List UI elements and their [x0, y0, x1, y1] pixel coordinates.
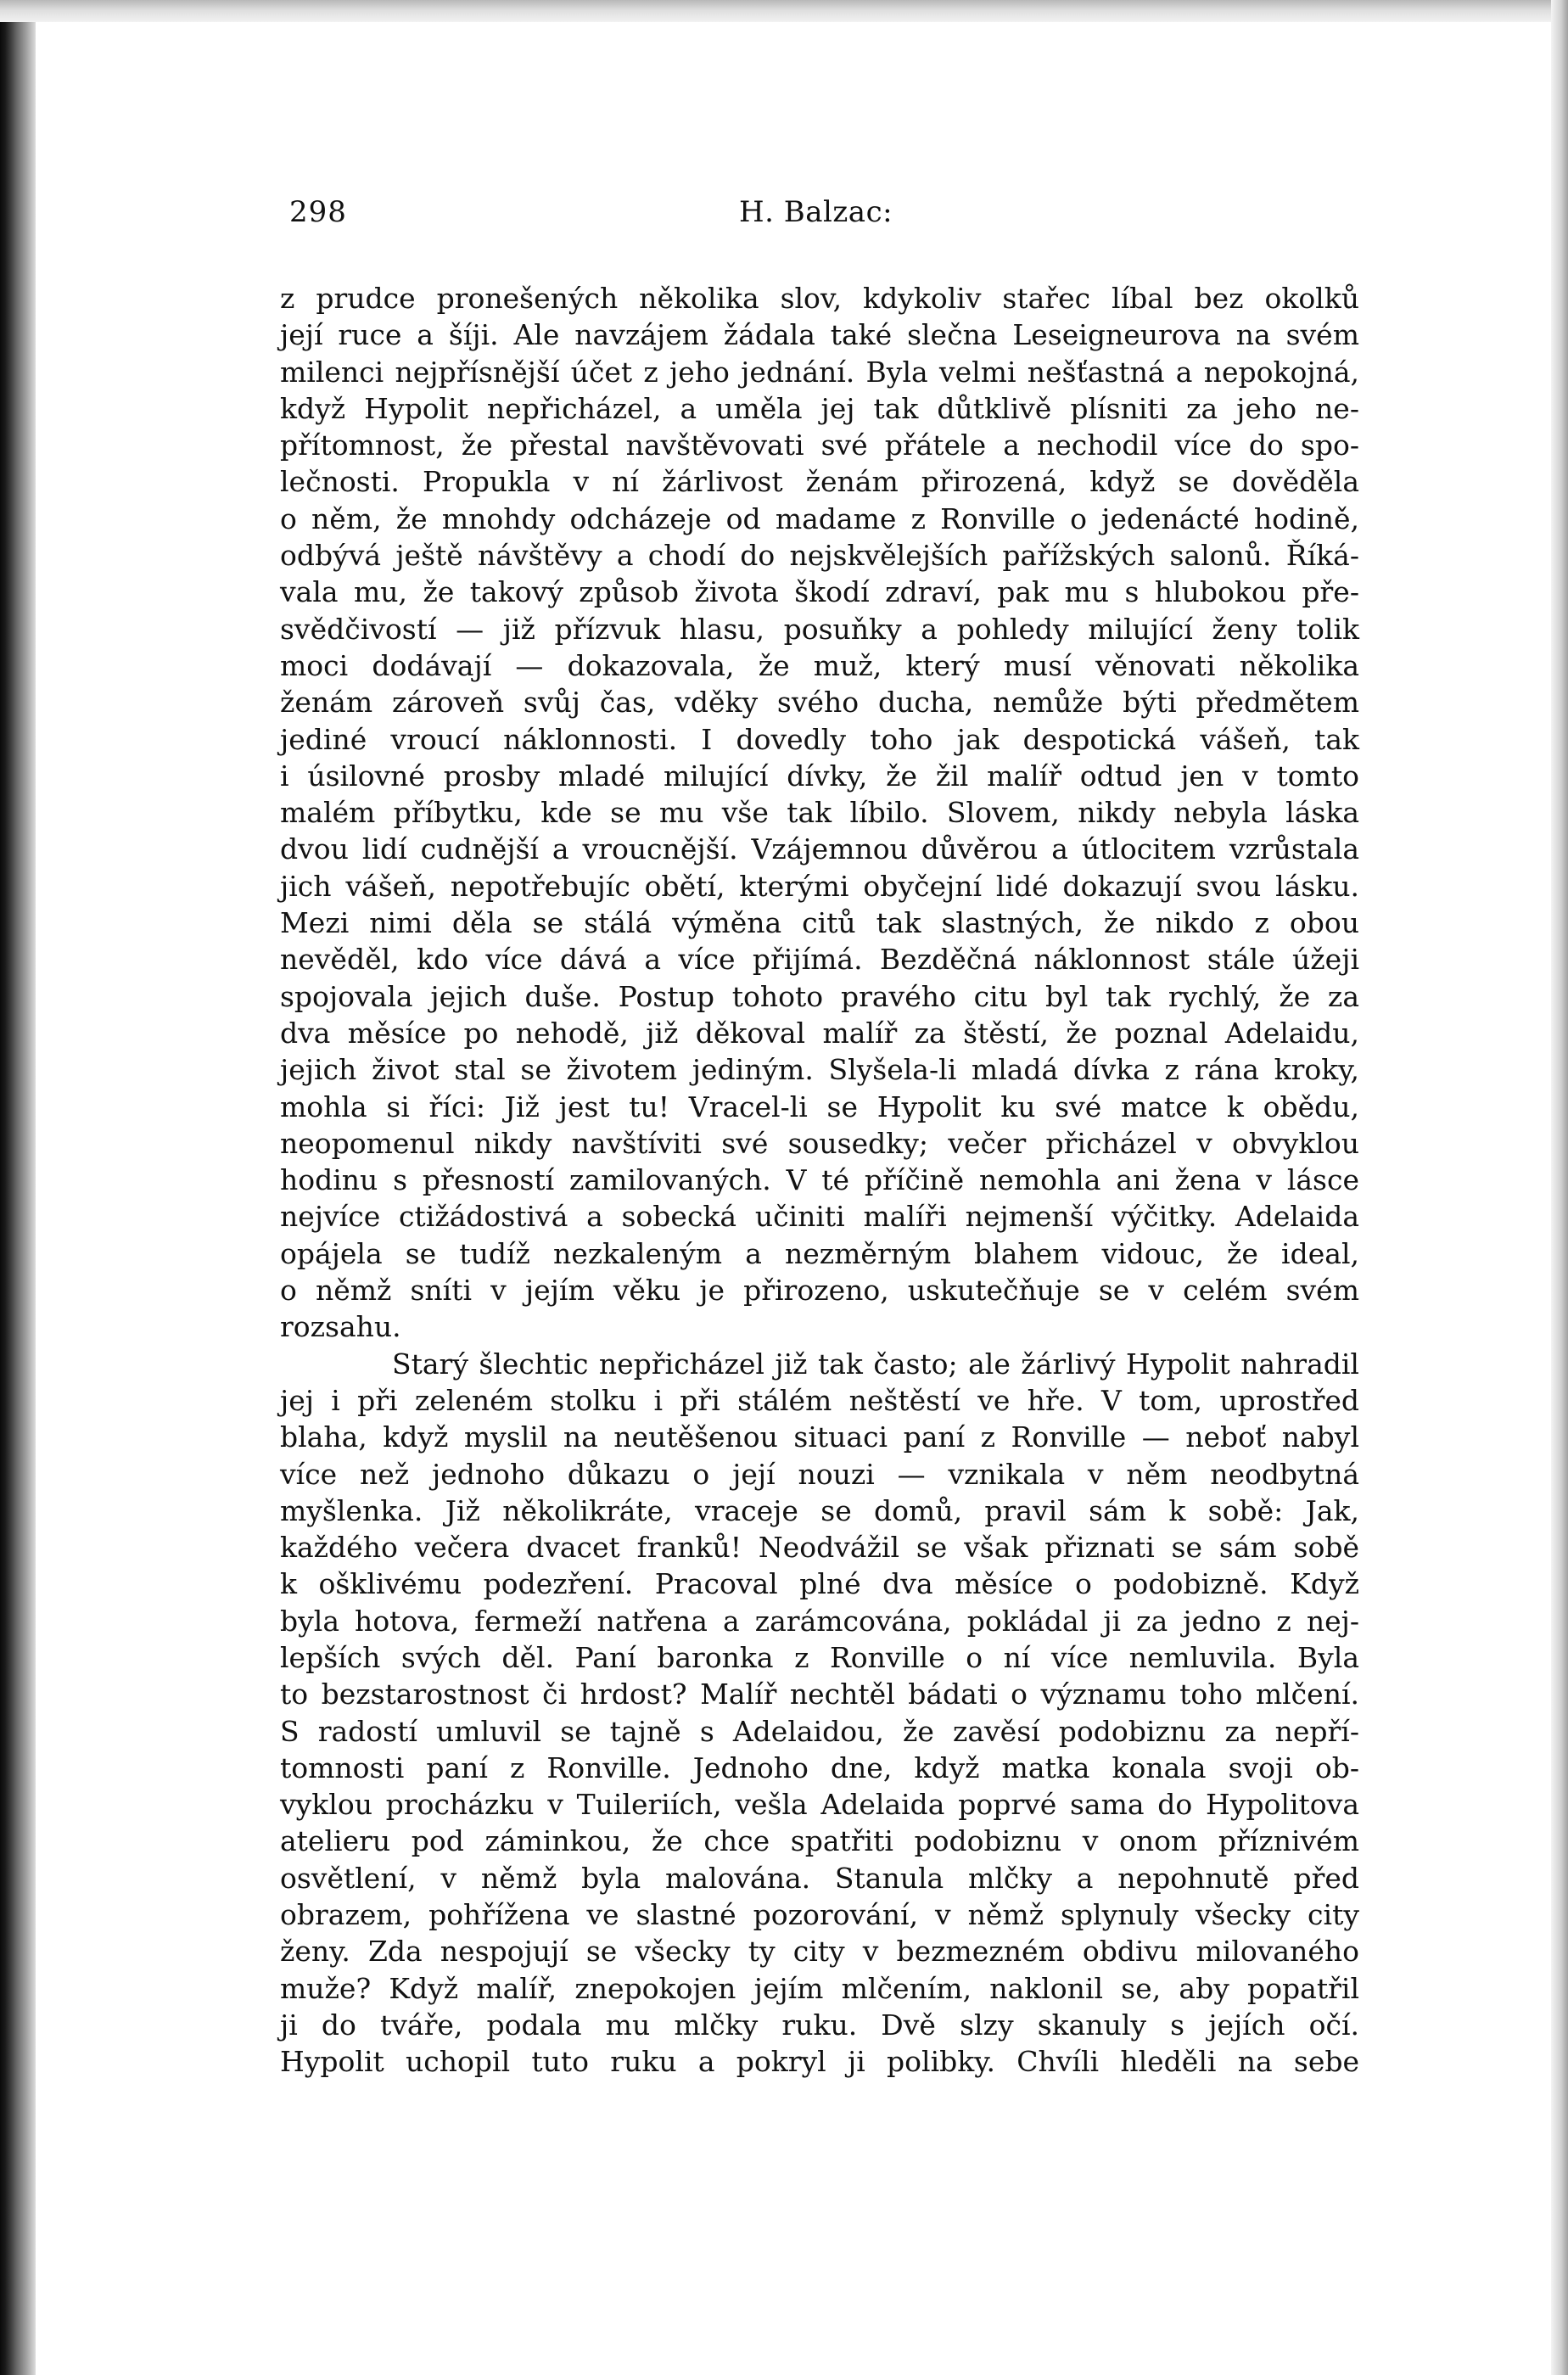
text-line: malém příbytku, kde se mu vše tak líbilo. Slovem, nikdy nebyla láska [280, 796, 1359, 830]
text-line: nejvíce ctižádostivá a sobecká učiniti malíři nejmenší výčitky. Adelaida [280, 1200, 1359, 1234]
text-line: k ošklivému podezření. Pracoval plné dva měsíce o podobizně. Když [280, 1567, 1359, 1601]
text-line: jej i při zeleném stolku i při stálém neštěstí ve hře. V tom, uprostřed [280, 1383, 1359, 1417]
text-line: jejich život stal se životem jediným. Slyšela-li mladá dívka z rána kroky, [280, 1053, 1359, 1087]
page-header [289, 195, 1353, 246]
text-line: spojovala jejich duše. Postup tohoto pravého citu byl tak rychlý, že za [280, 979, 1359, 1013]
running-title: H. Balzac: [739, 195, 893, 229]
text-line: neopomenul nikdy navštíviti své sousedky; večer přicházel v obvyklou [280, 1126, 1359, 1160]
text-line: z prudce pronešených několika slov, kdykoliv stařec líbal bez okolků [280, 282, 1359, 315]
text-line: lepších svých děl. Paní baronka z Ronville o ní více nemluvila. Byla [280, 1640, 1359, 1674]
text-line: každého večera dvacet franků! Neodvážil se však přiznati se sám sobě [280, 1531, 1359, 1565]
text-line: osvětlení, v němž byla malována. Stanula mlčky a nepohnutě před [280, 1861, 1359, 1895]
text-line: ji do tváře, podala mu mlčky ruku. Dvě slzy skanuly s jejích očí. [280, 2008, 1359, 2042]
text-line: její ruce a šíji. Ale navzájem žádala také slečna Leseigneurova na svém [280, 318, 1359, 352]
text-line: přítomnost, že přestal navštěvovati své přátele a nechodil více do spo- [280, 429, 1359, 462]
text-line: Mezi nimi děla se stálá výměna citů tak slastných, že nikdo z obou [280, 906, 1359, 940]
text-line: dvou lidí cudnější a vroucnější. Vzájemnou důvěrou a útlocitem vzrůstala [280, 832, 1359, 866]
scan-left-edge [0, 0, 36, 2375]
text-line: mohla si říci: Již jest tu! Vracel-li se Hypolit ku své matce k obědu, [280, 1089, 1359, 1123]
text-line: odbývá ještě návštěvy a chodí do nejskvělejších pařížských salonů. Říká- [280, 539, 1359, 573]
text-line: byla hotova, fermeží natřena a zarámcována, pokládal ji za jedno z nej- [280, 1604, 1359, 1638]
body-text [280, 280, 1359, 2081]
text-line: tomnosti paní z Ronville. Jednoho dne, když matka konala svoji ob- [280, 1750, 1359, 1784]
scan-right-edge [1551, 0, 1568, 2375]
text-line: S radostí umluvil se tajně s Adelaidou, že zavěsí podobiznu za nepří- [280, 1714, 1359, 1748]
text-line: jediné vroucí náklonnosti. I dovedly toho jak despotická vášeň, tak [280, 722, 1359, 756]
text-line: dva měsíce po nehodě, již děkoval malíř za štěstí, že poznal Adelaidu, [280, 1016, 1359, 1050]
text-line: atelieru pod záminkou, že chce spatřiti podobiznu v onom příznivém [280, 1824, 1359, 1858]
page-number: 298 [289, 195, 347, 229]
text-line: vala mu, že takový způsob života škodí zdraví, pak mu s hlubokou pře- [280, 575, 1359, 609]
text-line: více než jednoho důkazu o její nouzi — vznikala v něm neodbytná [280, 1457, 1359, 1491]
text-line: Hypolit uchopil tuto ruku a pokryl ji polibky. Chvíli hleděli na sebe [280, 2045, 1359, 2079]
text-line: když Hypolit nepřicházel, a uměla jej tak důtklivě plísniti za jeho ne- [280, 391, 1359, 425]
text-line: ženy. Zda nespojují se všecky ty city v bezmezném obdivu milovaného [280, 1935, 1359, 1969]
text-line: ženám zároveň svůj čas, vděky svého ducha, nemůže býti předmětem [280, 686, 1359, 720]
text-line: vyklou procházku v Tuileriích, vešla Adelaida poprvé sama do Hypolitova [280, 1788, 1359, 1822]
text-line: o němž sníti v jejím věku je přirozeno, uskutečňuje se v celém svém [280, 1274, 1359, 1308]
text-line: to bezstarostnost či hrdost? Malíř nechtěl bádati o významu toho mlčení. [280, 1678, 1359, 1711]
text-line: nevěděl, kdo více dává a více přijímá. Bezděčná náklonnost stále úžeji [280, 943, 1359, 977]
text-line: o něm, že mnohdy odcházeje od madame z Ronville o jedenácté hodině, [280, 501, 1359, 535]
paragraph-start-line: Starý šlechtic nepřicházel již tak často; ale žárlivý Hypolit nahradil [392, 1347, 1359, 1381]
text-line: obrazem, pohřížena ve slastné pozorování, v němž splynuly všecky city [280, 1898, 1359, 1932]
text-line: muže? Když malíř, znepokojen jejím mlčením, naklonil se, aby popatřil [280, 1971, 1359, 2005]
text-line: svědčivostí — již přízvuk hlasu, posuňky a pohledy milující ženy tolik [280, 612, 1359, 646]
paragraph-end-line: rozsahu. [280, 1310, 401, 1344]
text-line: blaha, když myslil na neutěšenou situaci paní z Ronville — neboť nabyl [280, 1420, 1359, 1454]
text-line: milenci nejpřísnější účet z jeho jednání. Byla velmi nešťastná a nepokojná, [280, 355, 1359, 389]
scan-top-edge [0, 0, 1568, 22]
text-line: jich vášeň, nepotřebujíc obětí, kterými obyčejní lidé dokazují svou lásku. [280, 869, 1359, 903]
text-line: moci dodávají — dokazovala, že muž, který musí věnovati několika [280, 648, 1359, 682]
text-line: hodinu s přesností zamilovaných. V té příčině nemohla ani žena v lásce [280, 1163, 1359, 1197]
text-line: opájela se tudíž nezkaleným a nezměrným blahem vidouc, že ideal, [280, 1236, 1359, 1270]
text-line: i úsilovné prosby mladé milující dívky, že žil malíř odtud jen v tomto [280, 759, 1359, 793]
text-line: myšlenka. Již několikráte, vraceje se domů, pravil sám k sobě: Jak, [280, 1493, 1359, 1527]
text-line: lečnosti. Propukla v ní žárlivost ženám přirozená, když se dověděla [280, 465, 1359, 499]
